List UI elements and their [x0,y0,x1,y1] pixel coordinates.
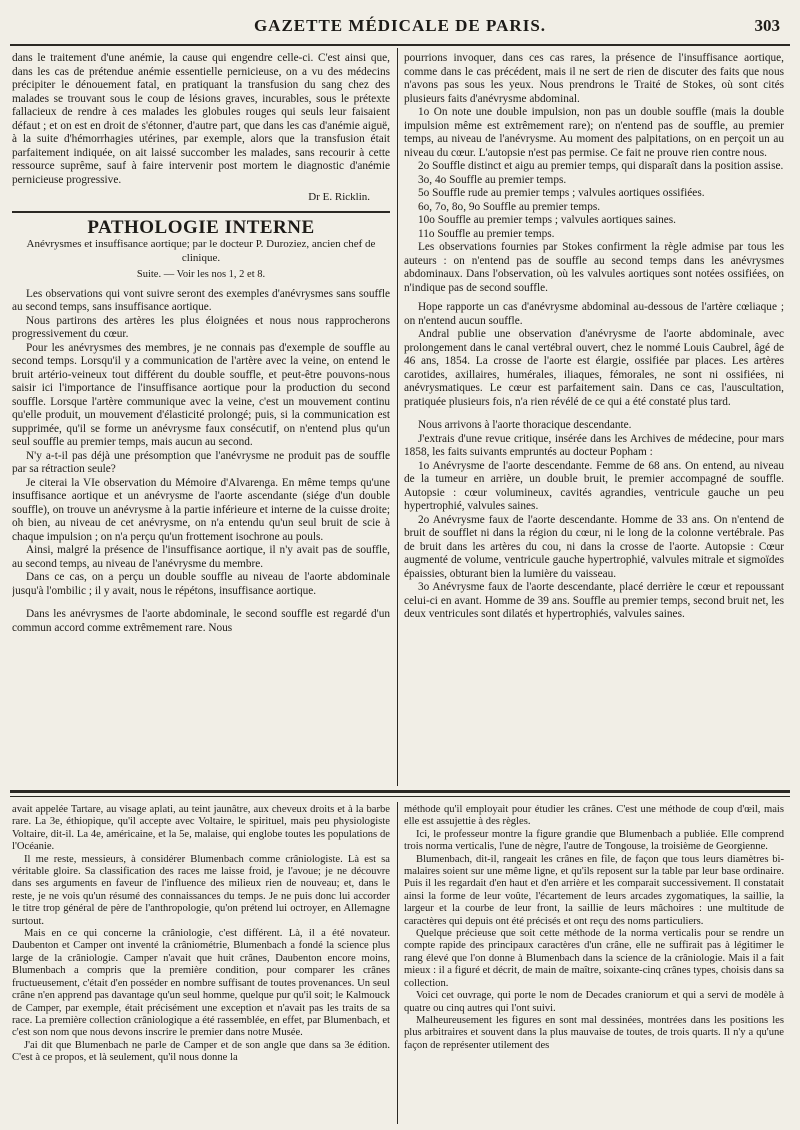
paragraph: Mais en ce qui concerne la crâniologie, c'est différent. Là, il a été novateur. Daubenton et Camper ont inventé la crâniométrie, Blumenbach a fondé la science plus large de la crâniologie. Camper n'avait que huit crânes, Daubenton encore moins, Blumenbach a compris que la première condition, pour comparer les crânes fructueusement, c'était d'en posséder en nombre suffisant de toutes provenances. Un seul crâne n'en apprend pas davantage qu'un seul homme, quelque pur qu'il soit; le Kalmouck de Camper, par exemple, était précisément une exception et n'avait pas les traits de sa race. La première collection crâniologique a été rassemblée, en effet, par Blumenbach, et c'est son nom que nous devons inscrire le premier dans notre Musée. [12,928,390,1039]
column-divider-upper [397,48,398,786]
list-item: 3o Anévrysme faux de l'aorte descendante, placé derrière le cœur et repoussant celui-ci en avant. Homme de 39 ans. Souffle au premier temps, second bruit net, les deux ventricules sont dilatés et hypertrophiés, valvules saines. [404,581,784,620]
page-header [10,16,790,42]
paragraph: Ici, le professeur montre la figure grandie que Blumenbach a publiée. Elle comprend trois norma verticalis, l'une de nègre, l'autre de Tongouse, la troisième de Georgienne. [404,828,784,853]
list-item: 5o Souffle rude au premier temps ; valvules aortiques ossifiées. [418,187,705,199]
paragraph: Voici cet ouvrage, qui porte le nom de Decades craniorum et qui a servi de modèle à quatre ou cinq autres qui l'ont suivi. [404,990,784,1014]
paragraph: Il me reste, messieurs, à considérer Blumenbach comme crâniologiste. Là est sa véritable gloire. Sa classification des races me laisse froid, je l'avoue; je ne découvre dans ses arguments en faveur de l'influence des milieux rien de nouveau; et, dans le reste, je ne vois qu'un résumé des connaissances du temps. Je ne puis donc lui accorder le titre trop général de père de l'anthropologie, qu'on prétend lui octroyer, en Allemagne surtout. [12,853,390,927]
paragraph: Les observations qui vont suivre seront des exemples d'anévrysmes sans souffle au second temps, sans insuffisance aortique. [12,287,390,313]
list-item: 6o, 7o, 8o, 9o Souffle au premier temps. [418,200,601,213]
paragraph: méthode qu'il employait pour étudier les crânes. C'est une méthode de coup d'œil, mais elle est assujettie à des règles. [404,804,784,828]
paragraph: pourrions invoquer, dans ces cas rares, la présence de l'insuffisance aortique, comme dans le cas précédent, mais il ne sert de rien de discuter des faits que nous n'avons pas sous les yeux. Nous prendrons le Traité de Stokes, où sont cités plusieurs faits d'anévrysme abdominal. [404,52,784,105]
header-rule [10,44,790,46]
section-rule [12,211,390,213]
list-item: 2o Anévrysme faux de l'aorte descendante. Homme de 33 ans. On n'entend de bruit de soufflet ni dans la région du cœur, ni le long de la colonne vertébrale. Pas de bruit dans les artères du cou, ni dans la crosse de l'aorte. Autopsie : Cœur augmenté de volume, ventricule gauche hypertrophié, valvules mitrale et sigmoïdes épaissies, obturant bien la lumière du vaisseau. [404,513,784,580]
paragraph: Malheureusement les figures en sont mal dessinées, montrées dans les positions les plus arbitraires et souvent dans la plus mauvaise de toutes, de trois quarts. Il n'y a qu'une façon de représenter utilement des [404,1014,784,1051]
right-column-upper [404,52,784,786]
journal-title: GAZETTE MÉDICALE DE PARIS. [253,16,547,35]
left-column-upper [12,52,390,786]
right-column-lower [404,804,784,1124]
column-divider-lower [397,802,398,1124]
paragraph: Pour les anévrysmes des membres, je ne connais pas d'exemple de souffle au second temps. Lorsqu'il y a communication de l'artère avec la veine, on entend le bruit artério-veineux tout différent du double souffle, et peut-être pouvons-nous saisir ici l'importance de l'insuffisance aortique pour la production du second souffle. Lorsque l'artère communique avec la veine, c'est un mouvement continu qu'elle produit, un mouvement d'élasticité prolongé; puis, si la communication est supprimée, qu'il se forme un anévrysme faux consécutif, on n'entend plus qu'un seul souffle au premier temps, mais aucun au second. [12,341,390,448]
paragraph: N'y a-t-il pas déjà une présomption que l'anévrysme ne produit pas de souffle par sa rétraction seule? [12,449,390,475]
section-subtitle: Anévrysmes et insuffisance aortique; par le docteur P. Duroziez, ancien chef de clinique. [26,238,376,264]
list-item: 3o, 4o Souffle au premier temps. [418,173,567,186]
section-note: Suite. — Voir les nos 1, 2 et 8. [136,269,266,280]
list-item: 10o Souffle au premier temps ; valvules aortiques saines. [418,214,676,226]
page-number: 303 [754,16,780,35]
paragraph: Les observations fournies par Stokes confirment la règle admise par tous les auteurs : on n'entend pas de souffle au second temps dans les anévrysmes abdominaux. Dans l'observation, où les valvules aortiques sont notées ossifiées, on n'indique pas de second souffle. [404,241,784,294]
feuilleton-rule-thin [10,796,790,797]
list-item: 1o Anévrysme de l'aorte descendante. Femme de 68 ans. On entend, au niveau de la tumeur en arrière, un double bruit, le premier accompagné de souffle. Autopsie : cœur volumineux, cavités agrandies, ventricule gauche un peu hypertrophié, valvules saines. [404,459,784,512]
paragraph: avait appelée Tartare, au visage aplati, au teint jaunâtre, aux cheveux droits et à la barbe rare. La 3e, éthiopique, qu'il accepte avec Voltaire, le spirituel, mais peu physiologiste Voltaire, dit-il. La 4e, américaine, et la 5e, malaise, qui englobe toutes les populations de l'Océanie. [12,804,390,853]
paragraph: Hope rapporte un cas d'anévrysme abdominal au-dessous de l'artère cœliaque ; on n'entend aucun souffle. [404,301,784,327]
left-column-lower [12,804,390,1124]
paragraph: Dans ce cas, on a perçu un double souffle au niveau de l'aorte abdominale jusqu'à l'ombilic ; il y avait, nous le répétons, insuffisance aortique. [12,571,390,597]
paragraph: Ainsi, malgré la présence de l'insuffisance aortique, il n'y avait pas de souffle, au second temps, au niveau de l'anévrysme du membre. [12,544,390,570]
paragraph: dans le traitement d'une anémie, la cause qui engendre celle-ci. C'est ainsi que, dans les cas de prétendue anémie essentielle pernicieuse, on a vu des médecins précipiter le dénouement fatal, en pratiquant la transfusion du sang chez des malades se trouvant sous le coup de lésions graves, incurables, sous le prétexte fallacieux de rendre à ces malades les globules rouges qui seuls leur faisaient défaut ; et on est en droit de s'étonner, d'autre part, que dans les cas d'anémie aiguë, à la suite d'hémorrhagies utérines, par exemple, alors que la transfusion était parfaitement indiquée, on ait laissé succomber les malades, sans recourir à cette ressource suprême, sauf à faire intervenir post mortem le diagnostic d'anémie pernicieuse progressive. [12,52,390,186]
list-item: 1o On note une double impulsion, non pas un double souffle (mais la double impulsion même est extrêmement rare); on n'entend pas de souffle, au premier temps, au niveau de l'anévrysme. Au moment des palpitations, on en perçoit un au niveau du cœur. L'autopsie n'est pas permise. Ce fait ne prouve rien contre nous. [404,106,784,159]
paragraph: Quelque précieuse que soit cette méthode de la norma verticalis pour se rendre un compte rapide des principaux caractères d'un crâne, elle ne suffirait pas à légitimer le rang élevé que l'on donne à Blumenbach dans la science de la crâniologie. Mais il a fait mieux : il a figuré et décrit, de main de maître, soixante-cinq crânes types, choisis dans sa collection. [404,928,784,989]
paragraph: J'ai dit que Blumenbach ne parle de Camper et de son angle que dans sa 3e édition. C'est à ce propos, et là seulement, qu'il nous donne la [12,1039,390,1064]
paragraph: Dans les anévrysmes de l'aorte abdominale, le second souffle est regardé d'un commun accord comme extrêmement rare. Nous [12,608,390,634]
paragraph: Je citerai la VIe observation du Mémoire d'Alvarenga. En même temps qu'une insuffisance aortique et un anévrysme de l'aorte ascendante (siége d'un double souffle), on trouve un anévrysme à la partie inférieure et interne de la cuisse droite; oh bien, au niveau de cet anévrysme, on n'a entendu qu'un seul bruit de scie à chaque impulsion ; on n'a perçu qu'un frottement isochrone au pouls. [12,476,390,543]
list-item: 2o Souffle distinct et aigu au premier temps, qui disparaît dans la position assise. [418,160,784,172]
paragraph: Nous arrivons à l'aorte thoracique descendante. [418,419,632,431]
paragraph: Andral publie une observation d'anévrysme de l'aorte abdominale, avec prolongement dans le canal vertébral ouvert, chez le nommé Louis Caubrel, âgé de 46 ans, 1854. La crosse de l'aorte est élargie, ossifiée par places. Les artères carotides, axillaires, humérales, iliaques, fémorales, ne sont ni ossifiées, ni anévrysmatiques. Le cœur est parfaitement sain. Dans ce cas, l'auscultation, pratiquée plusieurs fois, n'a rien révélé de ce qui a été constaté plus tard. [404,328,784,408]
list-item: 11o Souffle au premier temps. [418,227,555,240]
paragraph: Blumenbach, dit-il, rangeait les crânes en file, de façon que tous leurs diamètres bi-malaires soient sur une même ligne, et qu'ils reposent sur la table par leur base ordinaire. Puis il les regardait d'en haut et d'en arrière et les comparait successivement. Il constatait ainsi la forme de leur voûte, l'écartement de leurs arcades zygomatiques, la saillie, la largeur et la courbe de leur front, la saillie de leurs mâchoires : une multitude de caractères qui depuis ont été précisés et ont reçu des noms particuliers. [404,853,784,927]
paragraph: J'extrais d'une revue critique, insérée dans les Archives de médecine, pour mars 1858, les faits suivants empruntés au docteur Popham : [404,432,784,458]
section-title: PATHOLOGIE INTERNE [87,216,315,238]
paragraph: Nous partirons des artères les plus éloignées et nous nous rapprocherons progressivement du cœur. [12,314,390,340]
signature: Dr E. Ricklin. [308,191,370,203]
feuilleton-rule [10,790,790,793]
